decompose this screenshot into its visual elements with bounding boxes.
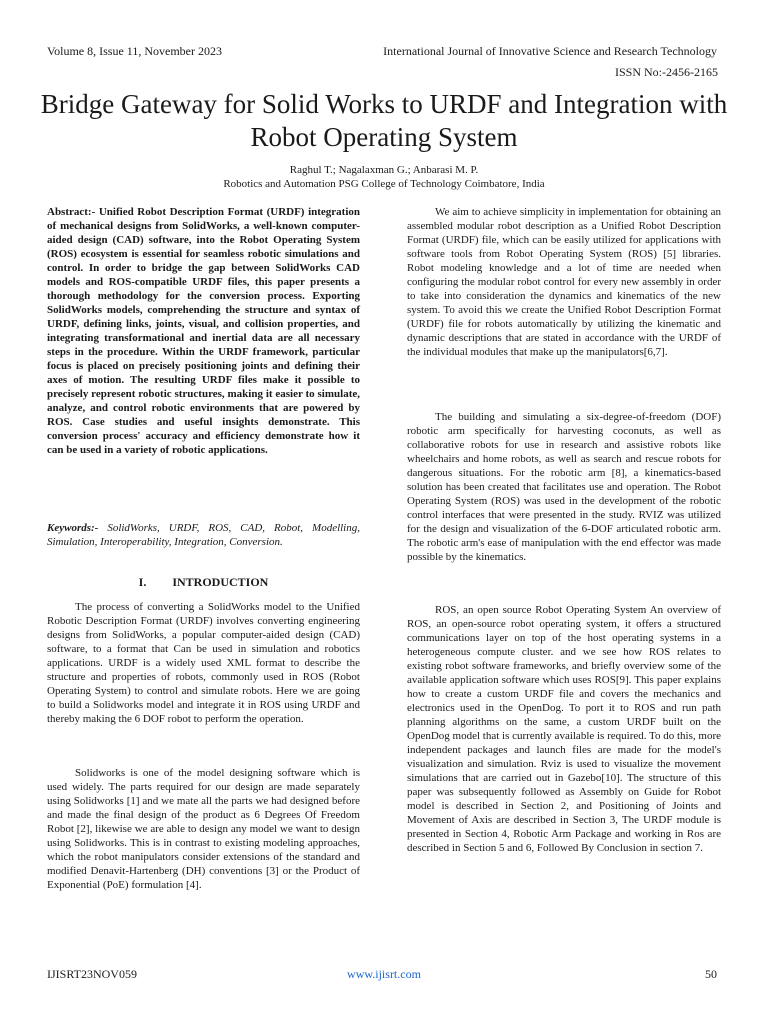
paragraph-text: ROS, an open source Robot Operating System An overview of ROS, an open-source robot operating system, it offers a structured communications layer on top of the host operating systems in a heterogeneous compute cluster. and we see how ROS relates to existing robot software frameworks, and briefly overview some of the available application software which uses ROS[9]. This paper explains how to create a custom URDF file and covers the mechanics and electronics used in the OpenDog. To port it to ROS and run path planning algorithms on the same, a custom URDF built on the OpenDog model that is currently available is required. To do this, more independent packages and launch files are made for the model's visualization and simulation. Rviz is used to visualize the movement simulations that are carried out in Gazebo[10]. The structure of this paper was subsequently followed as Assembly on Guide for Robot model is described in Section 2, and Positioning of Joints and Movement of Axis are described in Section 3, The URDF module is presented in Section 4, Robotic Arm Package and working in Ros are described in Section 5 and 6, Followed By Conclusion in section 7. [407,604,721,854]
right-paragraph-1 [407,205,721,359]
keywords [47,521,360,549]
paragraph-text: The building and simulating a six-degree-of-freedom (DOF) robotic arm specifically for harvesting coconuts, as well as collaborative robots for use in research and assistive robots like wheelchairs and home robots, as well as search and rescue robots for dangerous situations. For the robotic arm [8], a kinematics-based solution has been created that facilitates use and operation. The Robot Operating System (ROS) was used in the development of the robotic control interfaces that were presented in the study. RVIZ was utilized for the design and visualization of the 6-DOF articulated robotic arm. The robotic arm's ease of manipulation with the end effector was made possible by the kinematics. [407,411,721,563]
section-number: I. [138,575,147,589]
paragraph-text: Solidworks is one of the model designing software which is used widely. The parts required for our design are made separately using Solidworks [1] and we mate all the parts we had designed before and made the final design of the product as 6 Degrees Of Freedom Robot [2], likewise we are able to design any model we want to design using Solidworks. This is in contrast to existing modeling approaches, which the robot manipulators consider extensions of the standard and modified Denavit-Hartenberg (DH) conventions [3] or the Product of Exponential (PoE) formulation [4]. [47,767,360,891]
right-paragraph-3 [407,603,721,855]
volume-info: Volume 8, Issue 11, November 2023 [47,44,222,58]
journal-name: International Journal of Innovative Science and Research Technology [383,44,717,58]
intro-paragraph-1 [47,600,360,726]
authors: Raghul T.; Nagalaxman G.; Anbarasi M. P. [289,164,479,176]
section-title: INTRODUCTION [172,575,269,589]
paragraph-text: The process of converting a SolidWorks model to the Unified Robotic Description Format (URDF) involves converting engineering designs from SolidWorks, a popular computer-aided design (CAD) software, to a format that Can be used in simulation and robotics applications. URDF is a widely used XML format to describe the structure and properties of robots, commonly used in ROS (Robot Operating System) to control and simulate robots. Here we are going to build a Solidworks model and integrate it in ROS using URDF and thereby making the 6 DOF robot to perform the operation. [47,601,360,725]
footer-code: IJISRT23NOV059 [47,967,137,981]
right-paragraph-2 [407,410,721,564]
abstract [47,205,360,457]
page-number: 50 [705,967,717,981]
affiliation: Robotics and Automation PSG College of Technology Coimbatore, India [223,178,545,190]
paragraph-text: We aim to achieve simplicity in implementation for obtaining an assembled modular robot description as a Unified Robot Description Format (URDF) file, which can be easily utilized for applications with software tools from Robot Operating System (ROS) [5] libraries. Robot modeling knowledge and a lot of time are needed when configuring the modular robot control for every new assembly in order to take into consideration the dynamics and kinematics of the new system. To avoid this we create the Unified Robot Description Format (URDF) file for robots automatically by utilizing the kinematic and dynamic descriptions that are stated in accordance with the URDF of the individual modules that make up the manipulators[6,7]. [407,206,721,358]
issn: ISSN No:-2456-2165 [614,65,718,79]
footer-url-link[interactable]: www.ijisrt.com [347,967,421,981]
abstract-text: Unified Robot Description Format (URDF) integration of mechanical designs from SolidWorks, a well-known computer-aided design (CAD) software, into the Robot Operating System (ROS) ecosystem is essential for seamless robotic simulations and control. In order to bridge the gap between SolidWorks CAD models and ROS-compatible URDF files, this paper presents a thorough methodology for the conversion process. Exporting SolidWorks models, comprehending the structure and syntax of URDF, defining links, joints, visual, and collision properties, and integrating transformational and inertial data are all necessary steps in the procedure. Within the URDF framework, particular focus is placed on precisely positioning joints and defining their axes of motion. The resulting URDF files make it possible to precisely represent robotic structures, making it easier to simulate, analyze, and control robotic environments that are powered by ROS. Case studies and useful insights demonstrate. This conversion process' accuracy and efficiency demonstrate how it can be used in a variety of robotic applications. [47,206,361,456]
section-heading [47,575,360,590]
paper-title: Bridge Gateway for Solid Works to URDF and Integration with Robot Operating System [40,89,728,152]
keywords-text: SolidWorks, URDF, ROS, CAD, Robot, Modelling, Simulation, Interoperability, Integration, Conversion. [47,522,360,548]
keywords-label: Keywords:- [47,522,99,534]
intro-paragraph-2 [47,766,360,892]
abstract-label: Abstract:- [47,206,96,218]
